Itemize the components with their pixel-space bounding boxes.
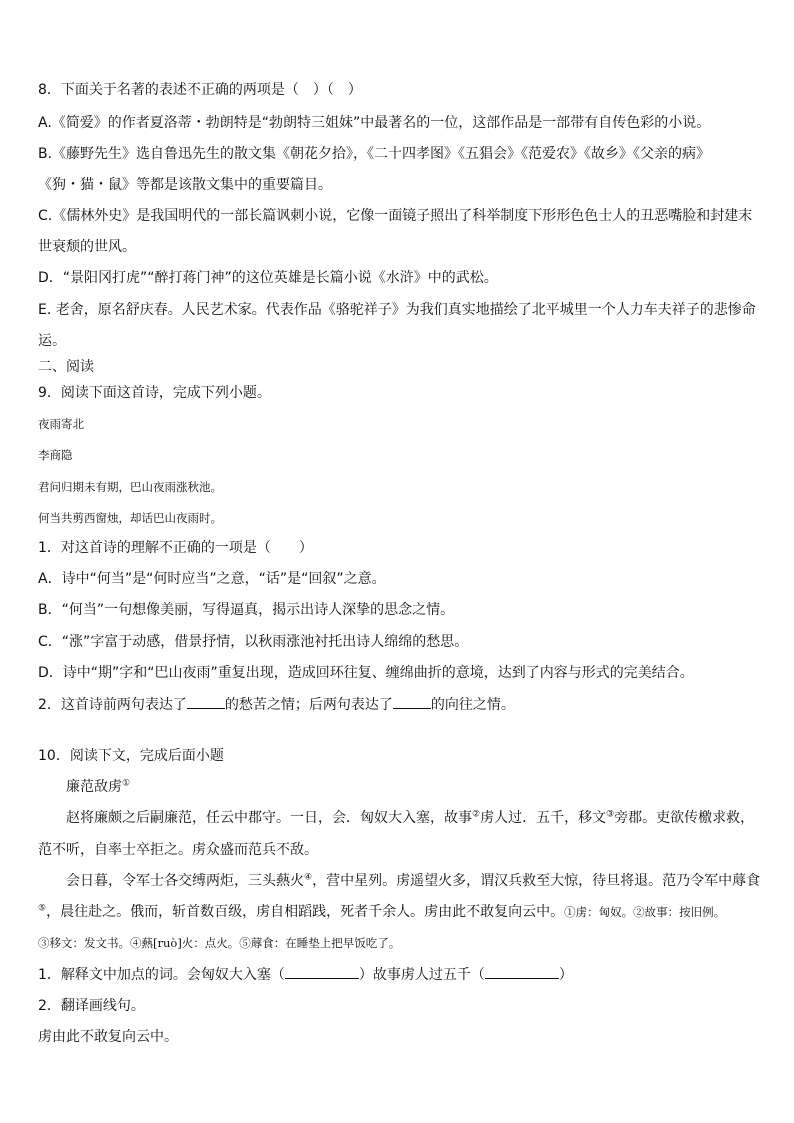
section-heading-reading: 二、阅读 [38, 359, 94, 375]
poem-author: 李商隐 [38, 448, 73, 462]
q9-sub1-stem: 1．对这首诗的理解不正确的一项是（ ） [38, 540, 313, 556]
passage-p1-line1: 赵将廉颇之后嗣廉范，任云中郡守。一日，会．匈奴大入塞，故事②虏人过．五千，移文③旁郡。吏欲传檄求救， [66, 809, 755, 826]
answer-blank[interactable] [285, 964, 359, 979]
q8-option-e-line1: E. 老舍，原名舒庆春。人民艺术家。代表作品《骆驼祥子》为我们真实地描绘了北平城里一个人力车夫祥子的悲惨命 [38, 302, 756, 318]
q8-option-e-line2: 运。 [38, 333, 66, 349]
poem-title: 夜雨寄北 [38, 417, 84, 431]
answer-blank[interactable] [393, 694, 431, 709]
q9-option-d: D．诗中“期”字和“巴山夜雨”重复出现，造成回环往复、缠绵曲折的意境，达到了内容与形式的完美结合。 [38, 665, 694, 681]
q9-sub2: 2．这首诗前两句表达了 的愁苦之情；后两句表达了 的向往之情。 [38, 694, 515, 715]
q9-option-c: C．“涨”字富于动感，借景抒情，以秋雨涨池衬托出诗人绵绵的愁思。 [38, 634, 469, 650]
passage-title: 廉范敌虏① [66, 778, 131, 795]
passage-p1-line2: 范不听，自率士卒拒之。虏众盛而范兵不敌。 [38, 842, 318, 858]
q8-option-d: D．“景阳冈打虎”“醉打蒋门神”的这位英雄是长篇小说《水浒》中的武松。 [38, 270, 498, 286]
q8-option-b-line2: 《狗・猫・鼠》等都是该散文集中的重要篇目。 [38, 177, 332, 193]
q10-sub2-sentence: 虏由此不敢复向云中。 [38, 1029, 178, 1045]
q8-option-c-line1: C.《儒林外史》是我国明代的一部长篇讽刺小说，它像一面镜子照出了科举制度下形形色色士人的丑恶嘴脸和封建末 [38, 208, 753, 224]
footnotes-line2: ③移文：发文书。④爇[ruò]火：点火。⑤蓐食：在睡垫上把早饭吃了。 [38, 936, 401, 950]
passage-p2-line1: 会日暮，令军士各交缚两炬，三头爇火④，营中星列。虏遥望火多，谓汉兵救至大惊，待旦将退。范乃令军中蓐食 [66, 872, 761, 889]
q8-option-a: A.《简爱》的作者夏洛蒂・勃朗特是“勃朗特三姐妹”中最著名的一位，这部作品是一部带有自传色彩的小说。 [38, 115, 711, 131]
poem-line-2: 何当共剪西窗烛，却话巴山夜雨时。 [38, 511, 222, 525]
poem-line-1: 君问归期未有期，巴山夜雨涨秋池。 [38, 480, 222, 494]
q9-option-a: A．诗中“何当”是“何时应当”之意，“话”是“回叙”之意。 [38, 571, 386, 587]
q10-stem: 10．阅读下文，完成后面小题 [38, 748, 224, 764]
q8-option-c-line2: 世衰颓的世风。 [38, 239, 136, 255]
q10-sub1: 1．解释文中加点的词。会匈奴大入塞（ ）故事虏人过五千（ ） [38, 964, 573, 985]
q9-stem: 9．阅读下面这首诗，完成下列小题。 [38, 385, 271, 401]
q8-option-b-line1: B.《藤野先生》选自鲁迅先生的散文集《朝花夕拾》，《二十四孝图》《五猖会》《范爱农》《故乡》《父亲的病》 [38, 146, 711, 162]
answer-blank[interactable] [485, 964, 559, 979]
q8-stem: 8．下面关于名著的表述不正确的两项是（ ）（ ） [38, 82, 362, 98]
answer-blank[interactable] [187, 694, 225, 709]
q9-option-b: B．“何当”一句想像美丽，写得逼真，揭示出诗人深挚的思念之情。 [38, 602, 455, 618]
q10-sub2: 2．翻译画线句。 [38, 998, 145, 1014]
passage-p2-line2: ⑤，晨往赴之。俄而，斩首数百级，虏自相蹈践，死者千余人。虏由此不敢复向云中。①虏：匈奴。②故事：按旧例。 [38, 903, 726, 920]
footnotes-line1: ①虏：匈奴。②故事：按旧例。 [564, 905, 726, 919]
